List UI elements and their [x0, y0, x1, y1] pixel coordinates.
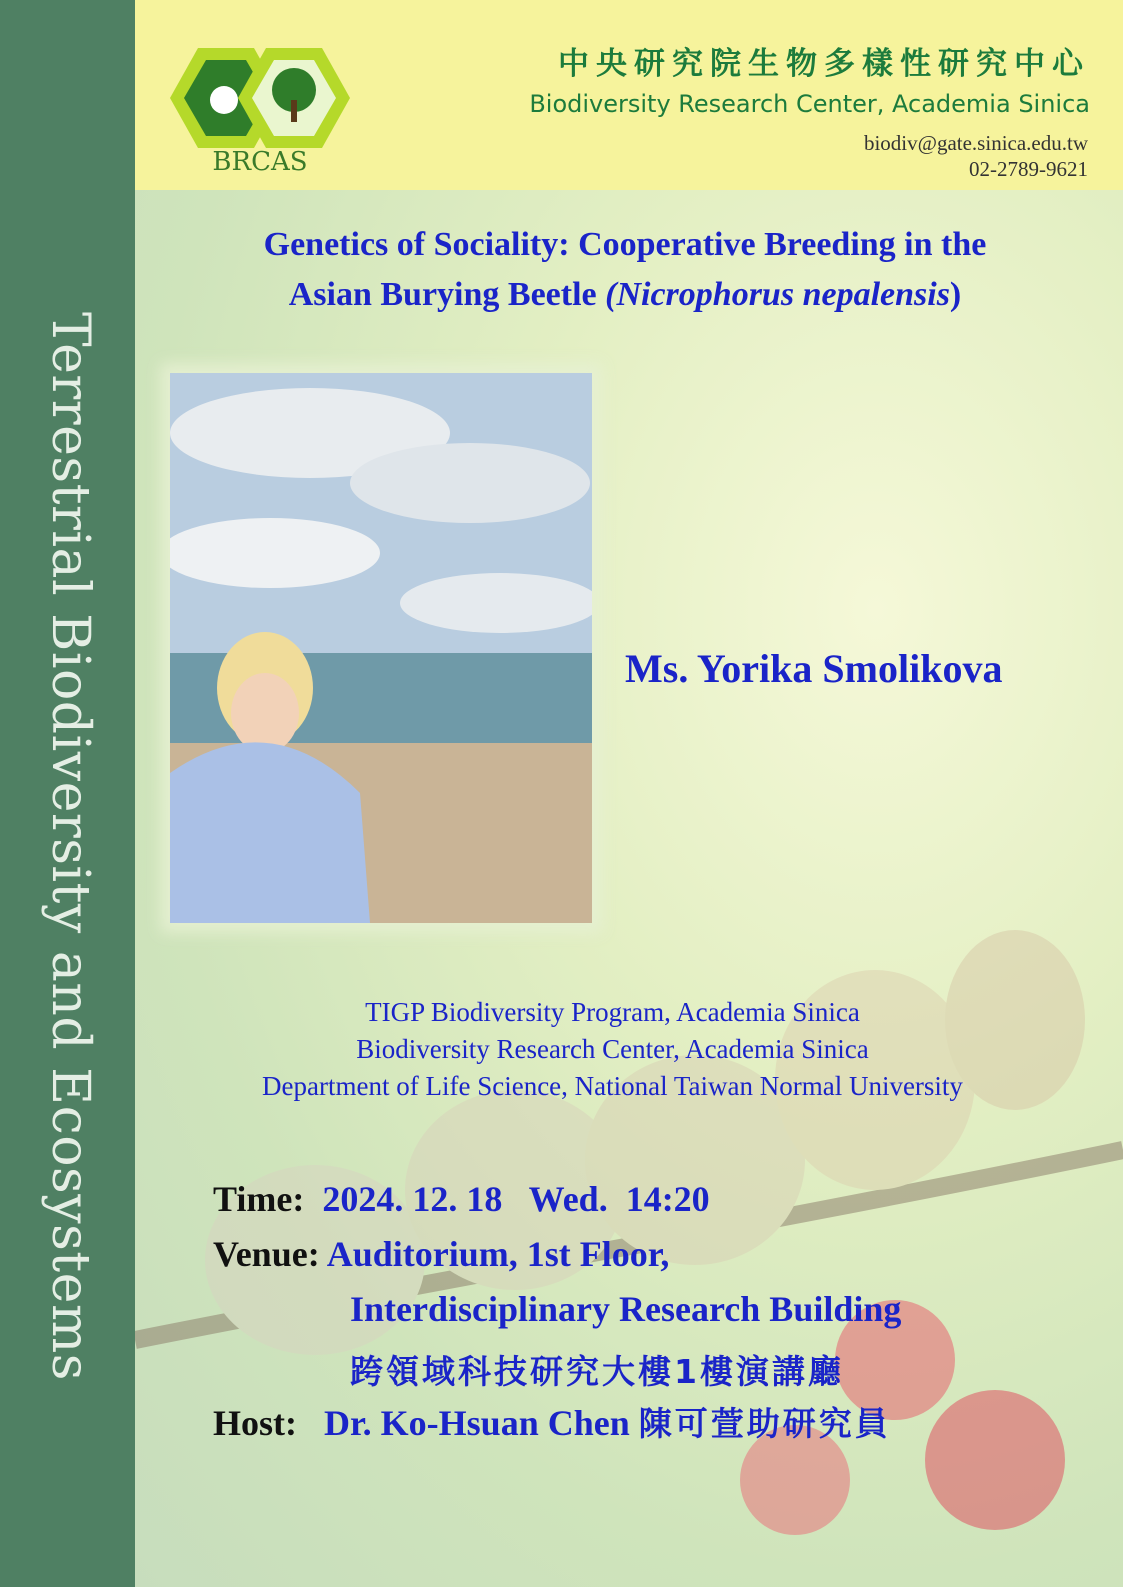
phone: 02-2789-9621	[969, 157, 1088, 181]
affiliation-2: Biodiversity Research Center, Academia Sinica	[356, 1034, 869, 1064]
host-label: Host:	[213, 1403, 297, 1443]
affiliation-3: Department of Life Science, National Taiwan Normal University	[262, 1071, 963, 1101]
email[interactable]: biodiv@gate.sinica.edu.tw	[863, 131, 1088, 155]
venue-line-2: Interdisciplinary Research Building	[350, 1289, 902, 1329]
monkey-icon	[210, 86, 238, 114]
venue-line-1: Auditorium, 1st Floor,	[326, 1234, 670, 1274]
venue-line-3-zh: 跨領域科技研究大樓1樓演講廳	[350, 1352, 844, 1391]
brcas-logo	[150, 28, 370, 178]
species-name: (Nicrophorus nepalensis	[605, 276, 950, 313]
talk-title	[150, 220, 1100, 320]
time-row	[213, 1178, 710, 1220]
time-label: Time:	[213, 1179, 305, 1219]
title-line-2: Asian Burying Beetle (Nicrophorus nepalensis)	[288, 276, 962, 313]
venue-label: Venue:	[213, 1234, 320, 1274]
org-name-en: Biodiversity Research Center, Academia Sinica	[529, 90, 1090, 118]
org-name-zh: 中央研究院生物多樣性研究中心	[558, 46, 1090, 82]
speaker-photo	[170, 373, 592, 923]
title-line-1: Genetics of Sociality: Cooperative Breeding in the	[263, 226, 987, 263]
affiliations	[150, 994, 1075, 1105]
host-name-zh: 陳可萱助研究員	[638, 1404, 891, 1443]
time-value: 2024. 12. 18 Wed. 14:20	[322, 1179, 710, 1219]
sidebar	[0, 0, 135, 1587]
series-title: Terrestrial Biodiversity and Ecosystems	[40, 312, 100, 1381]
venue-row	[213, 1233, 669, 1275]
logo-text: BRCAS	[212, 147, 308, 177]
host-row	[213, 1398, 891, 1445]
speaker-name: Ms. Yorika Smolikova	[625, 646, 1003, 691]
host-name: Dr. Ko-Hsuan Chen	[324, 1403, 630, 1443]
contact-info	[864, 130, 1088, 182]
affiliation-1: TIGP Biodiversity Program, Academia Sinica	[365, 997, 860, 1027]
